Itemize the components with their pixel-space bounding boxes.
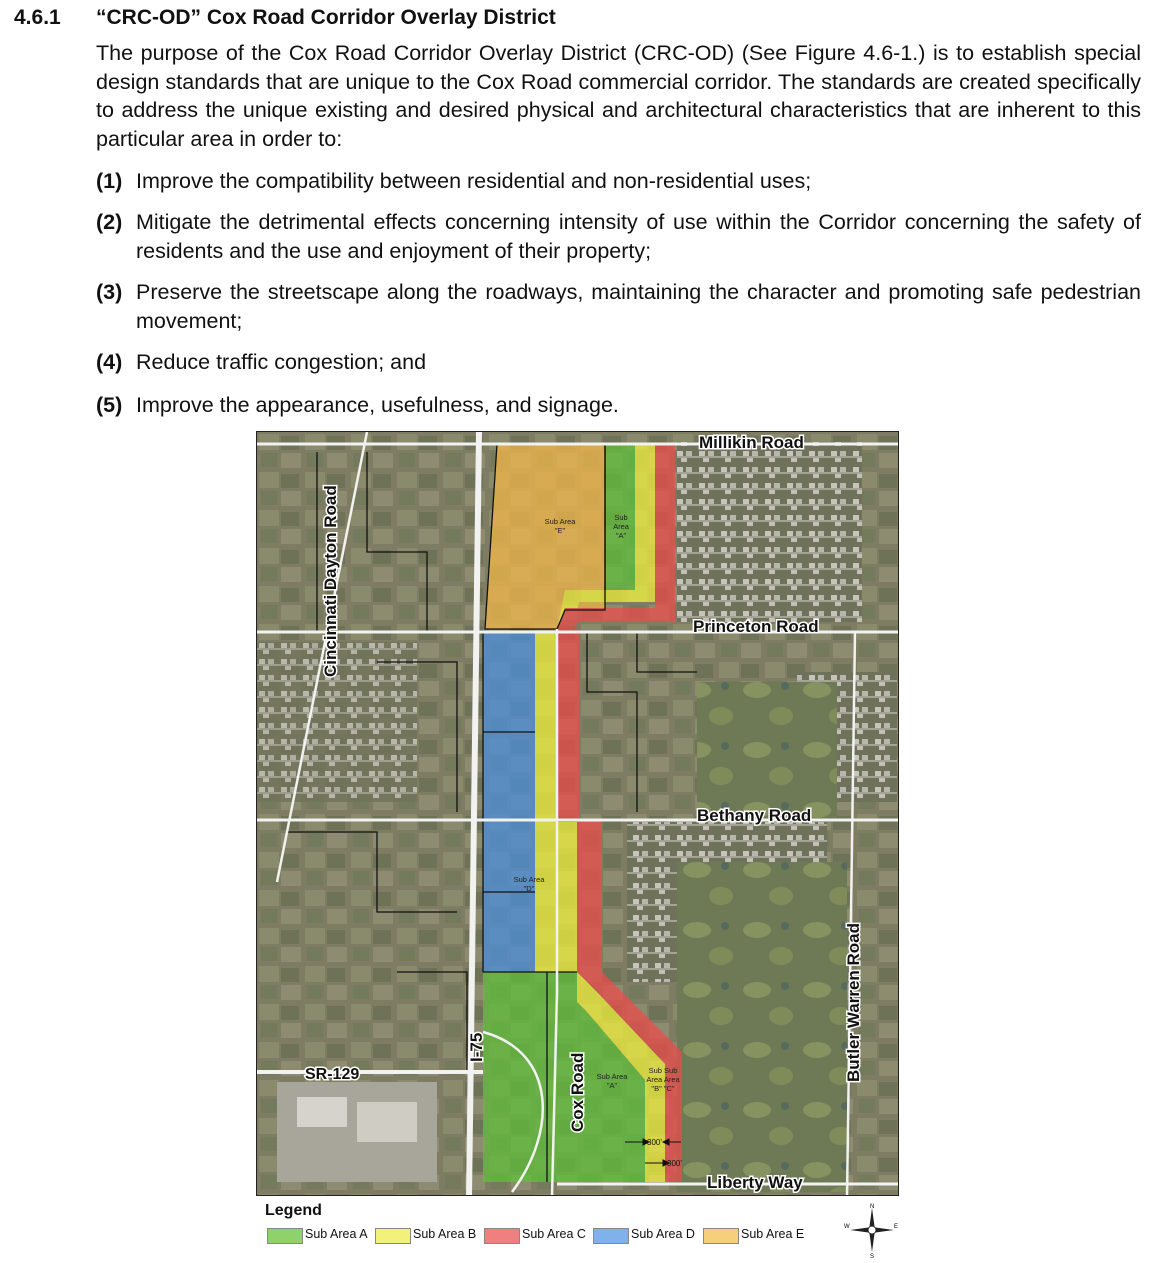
sub-area-a-north-label: Area [613, 522, 629, 531]
map-legend [265, 1202, 905, 1258]
legend-swatch-d [593, 1228, 629, 1244]
butler-warren-road-label: Butler Warren Road [844, 922, 863, 1082]
legend-label: Sub Area B [413, 1227, 477, 1241]
compass-rose-icon [844, 1202, 900, 1258]
cincinnati-dayton-road-label: Cincinnati Dayton Road [321, 485, 340, 677]
sub-area-a-south-label: Sub Area [596, 1072, 628, 1081]
sr129-label: SR-129 [305, 1066, 360, 1083]
legend-label: Sub Area A [305, 1227, 368, 1241]
compass-s: S [870, 1254, 875, 1258]
legend-swatch-c [484, 1228, 520, 1244]
i75-label: I-75 [467, 1032, 486, 1062]
item-text: Improve the appearance, usefulness, and signage. [136, 393, 619, 417]
dimension-300-label: 300' [667, 1159, 682, 1168]
list-item [96, 167, 1141, 196]
list-item [96, 348, 1141, 377]
legend-title: Legend [265, 1202, 322, 1219]
item-number: (5) [96, 393, 123, 417]
item-text: Mitigate the detrimental effects concerning intensity of use within the Corridor concerning the safety of residents and the use and enjoyment of their property; [136, 210, 1141, 263]
legend-swatch-a [267, 1228, 303, 1244]
list-item [96, 208, 1141, 265]
list-item [96, 391, 1141, 420]
sub-area-a-north-label: Sub [614, 513, 628, 522]
legend-swatch-b [375, 1228, 411, 1244]
sub-area-a-south-label: "A" [606, 1081, 618, 1090]
sub-area-c-mid [557, 629, 579, 822]
sub-area-bc-label: "B" "C" [651, 1084, 675, 1093]
sub-area-bc-label: Area Area [646, 1075, 680, 1084]
compass-w: W [844, 1224, 850, 1230]
section-number: 4.6.1 [14, 6, 61, 29]
sub-area-d-north [483, 632, 535, 822]
liberty-way-label: Liberty Way [707, 1173, 803, 1192]
legend-label: Sub Area C [522, 1227, 586, 1241]
intro-paragraph: The purpose of the Cox Road Corridor Overlay District (CRC-OD) (See Figure 4.6-1.) is to establish special design standards that are unique to the Cox Road commercial corridor. The standards are created specifically to address the unique existing and desired physical and architectural characteristics that are inherent to this particular area in order to: [96, 41, 1141, 151]
overlay-district-map [256, 431, 899, 1196]
item-number: (3) [96, 280, 123, 304]
cox-road-label: Cox Road [568, 1052, 587, 1132]
sub-area-d-south [483, 822, 535, 972]
sub-area-b-mid [535, 632, 557, 822]
item-text: Reduce traffic congestion; and [136, 350, 427, 374]
sub-area-bc-label: Sub Sub [648, 1066, 678, 1075]
legend-label: Sub Area D [631, 1227, 695, 1241]
compass-n: N [870, 1204, 875, 1210]
dimension-300-label: 300' [647, 1138, 662, 1147]
legend-swatch-e [703, 1228, 739, 1244]
sub-area-d-label: "D" [523, 884, 535, 893]
golf-course [677, 862, 847, 1192]
sub-area-e-label: "E" [554, 526, 566, 535]
item-text: Preserve the streetscape along the roadways, maintaining the character and promoting safe pedestrian movement; [136, 280, 1141, 333]
item-text: Improve the compatibility between residential and non-residential uses; [136, 169, 812, 193]
legend-label: Sub Area E [741, 1227, 805, 1241]
residential-subdivision [677, 442, 862, 622]
sub-area-e-label: Sub Area [544, 517, 576, 526]
golf-course [697, 682, 837, 822]
bethany-road-label: Bethany Road [697, 806, 812, 825]
section-title: “CRC-OD” Cox Road Corridor Overlay District [96, 6, 556, 29]
princeton-road-label: Princeton Road [693, 617, 819, 636]
compass-e: E [894, 1224, 899, 1230]
millikin-road-label: Millikin Road [699, 433, 804, 452]
item-number: (4) [96, 350, 123, 374]
sub-area-d-label: Sub Area [513, 875, 545, 884]
list-item [96, 278, 1141, 335]
item-number: (2) [96, 210, 123, 234]
sub-area-a-north-label: "A" [615, 531, 627, 540]
item-number: (1) [96, 169, 123, 193]
